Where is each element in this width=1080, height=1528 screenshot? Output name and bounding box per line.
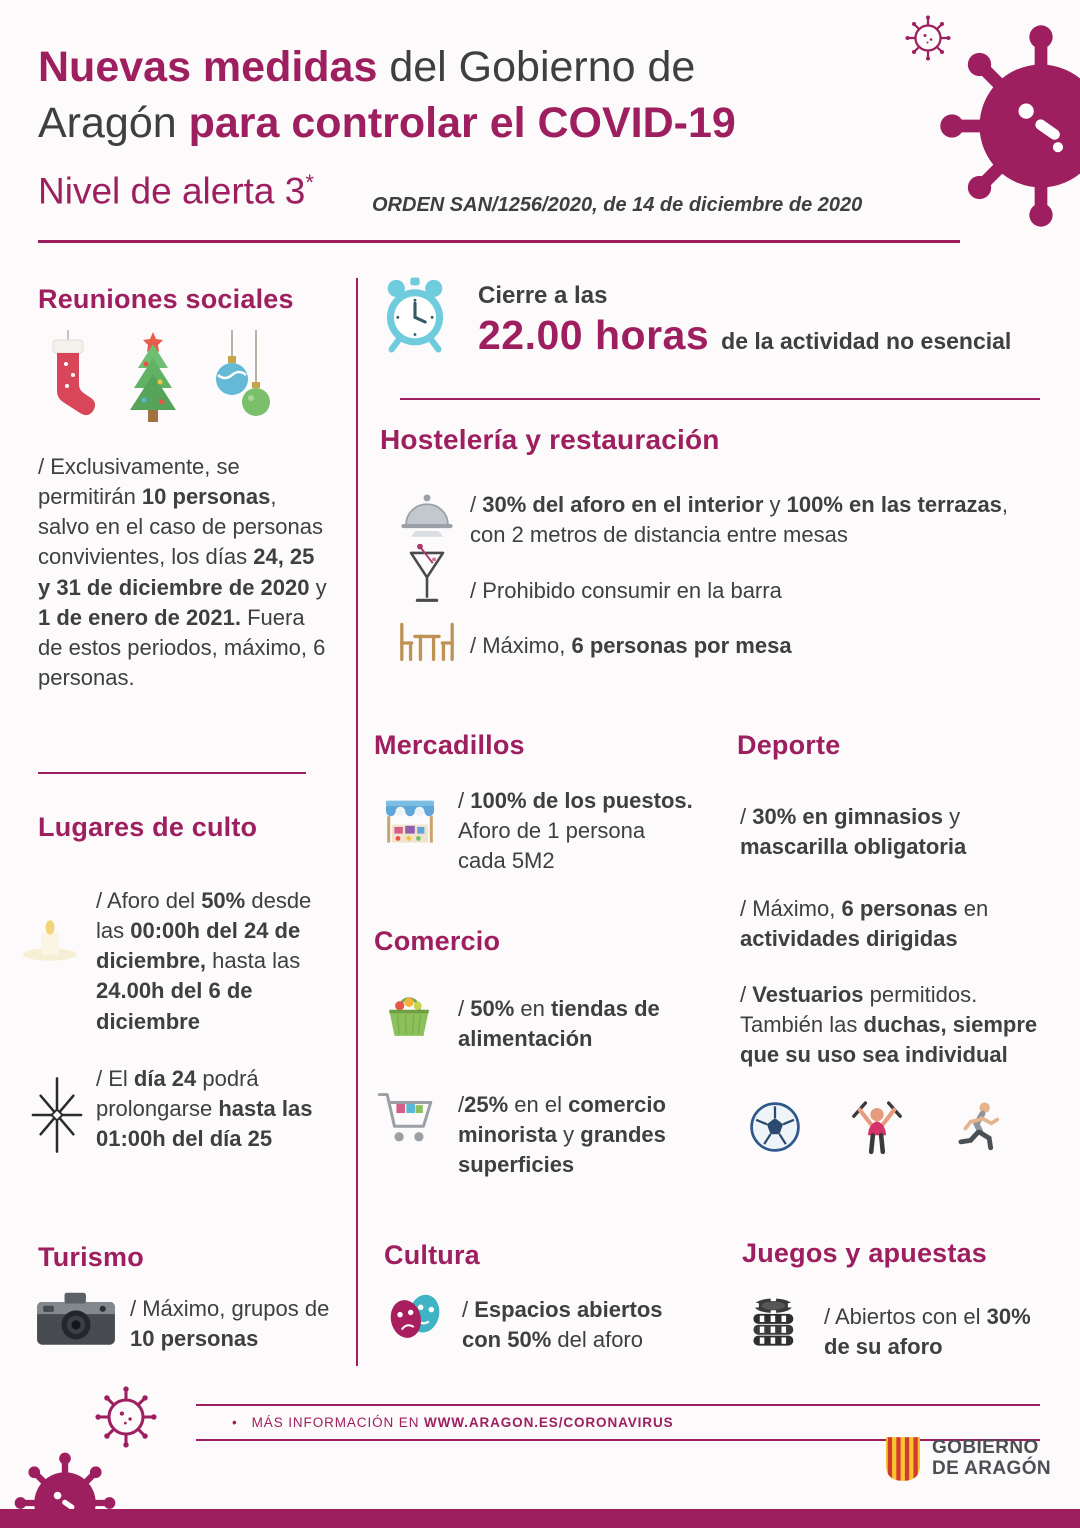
closure-scope: de la actividad no esencial — [721, 328, 1012, 354]
gobierno-aragon-logo — [884, 1436, 1051, 1482]
more-info-text: MÁS INFORMACIÓN EN WWW.ARAGON.ES/CORONAVIRUS — [251, 1415, 674, 1430]
culto-item-1-text: / Aforo del 50% desde las 00:00h del 24 de diciembre, hasta las 24.00h del 6 de diciembre — [96, 888, 312, 1034]
deporte-item-2-text: / Máximo, 6 personas en actividades dirigidas — [740, 896, 989, 952]
star-icon — [30, 1076, 84, 1154]
soccer-ball-icon — [748, 1100, 802, 1154]
virus-icon — [935, 20, 1080, 232]
christmas-icons-row — [40, 330, 272, 426]
hosteleria-item-2-text: / Prohibido consumir en la barra — [470, 578, 782, 603]
deporte-heading: Deporte — [737, 730, 841, 760]
cultura-heading: Cultura — [384, 1240, 480, 1270]
weightlifter-icon — [848, 1096, 906, 1158]
reuniones-heading: Reuniones sociales — [38, 284, 294, 314]
alert-level-text: Nivel de alerta 3 — [38, 170, 306, 212]
sports-icons-row — [748, 1096, 1004, 1158]
closure-time: 22.00 horas — [478, 312, 710, 358]
page-title-line2: Aragón para controlar el COVID-19 — [38, 98, 736, 147]
closure-lead: Cierre a las — [478, 282, 608, 309]
page-title-line1: Nuevas medidas del Gobierno de — [38, 43, 696, 91]
info-bullet: • — [232, 1415, 238, 1430]
aragon-shield-icon — [884, 1436, 922, 1482]
logo-text-line2: DE ARAGÓN — [932, 1458, 1052, 1479]
christmas-stocking-icon — [40, 330, 96, 424]
comercio-item-1-text: / 50% en tiendas de alimentación — [458, 996, 660, 1052]
logo-text-line1: GOBIERNO — [932, 1437, 1039, 1459]
food-basket-icon — [380, 986, 438, 1044]
table-chairs-icon — [394, 620, 460, 666]
candle-icon — [14, 916, 86, 964]
christmas-tree-icon — [116, 330, 190, 426]
shopping-cart-icon — [374, 1084, 440, 1150]
logo-text — [932, 1438, 1051, 1480]
order-reference: ORDEN SAN/1256/2020, de 14 de diciembre de 2020 — [372, 194, 863, 216]
virus-outline-icon — [92, 1383, 160, 1451]
turismo-heading: Turismo — [38, 1242, 144, 1272]
alarm-clock-icon — [376, 276, 454, 354]
camera-icon — [34, 1286, 118, 1350]
closure-banner — [478, 282, 1011, 359]
closure-divider — [400, 398, 1040, 400]
deporte-item-1-text: / 30% en gimnasios y mascarilla obligatoria — [740, 804, 967, 860]
comercio-heading: Comercio — [374, 926, 501, 956]
hosteleria-heading: Hostelería y restauración — [380, 424, 720, 455]
culto-heading: Lugares de culto — [38, 812, 258, 842]
turismo-item-1-text: / Máximo, grupos de 10 personas — [130, 1296, 330, 1352]
market-stall-icon — [380, 790, 440, 852]
juegos-heading: Juegos y apuestas — [742, 1238, 988, 1268]
ornaments-icon — [210, 330, 272, 426]
mercadillos-item-1-text: / 100% de los puestos. Aforo de 1 persona cada 5M2 — [458, 788, 693, 874]
hosteleria-item-1-text: / 30% del aforo en el interior y 100% en las terrazas, con 2 metros de distancia entre mesas — [470, 492, 1009, 548]
alert-level — [38, 170, 314, 212]
cocktail-icon — [404, 544, 450, 608]
runner-icon — [952, 1098, 1004, 1156]
alert-footnote-mark: * — [305, 170, 314, 195]
hosteleria-item-3-text: / Máximo, 6 personas por mesa — [470, 633, 792, 658]
deporte-item-3-text: / Vestuarios permitidos. También las duchas, siempre que su uso sea individual — [740, 982, 1038, 1068]
left-divider — [38, 772, 306, 774]
header-divider — [38, 240, 960, 243]
bottom-bar — [0, 1509, 1080, 1528]
comercio-item-2-text: /25% en el comercio minorista y grandes superficies — [458, 1092, 666, 1178]
cultura-item-1-text: / Espacios abiertos con 50% del aforo — [462, 1297, 663, 1353]
mercadillos-heading: Mercadillos — [374, 730, 525, 760]
reuniones-body: / Exclusivamente, se permitirán 10 personas, salvo en el caso de personas convivientes, los días 24, 25 y 31 de diciembre de 2020 y 1 de enero de 2021. Fuera de estos periodos, máximo, 6 personas. — [38, 454, 327, 690]
juegos-item-1-text: / Abiertos con el 30% de su aforo — [824, 1304, 1031, 1360]
vertical-divider — [356, 278, 358, 1366]
culto-item-2-text: / El día 24 podrá prolongarse hasta las 01:00h del día 25 — [96, 1066, 313, 1152]
cloche-icon — [398, 488, 456, 538]
page-title — [38, 40, 898, 152]
theater-masks-icon — [380, 1286, 448, 1348]
poker-chips-icon — [748, 1292, 806, 1352]
